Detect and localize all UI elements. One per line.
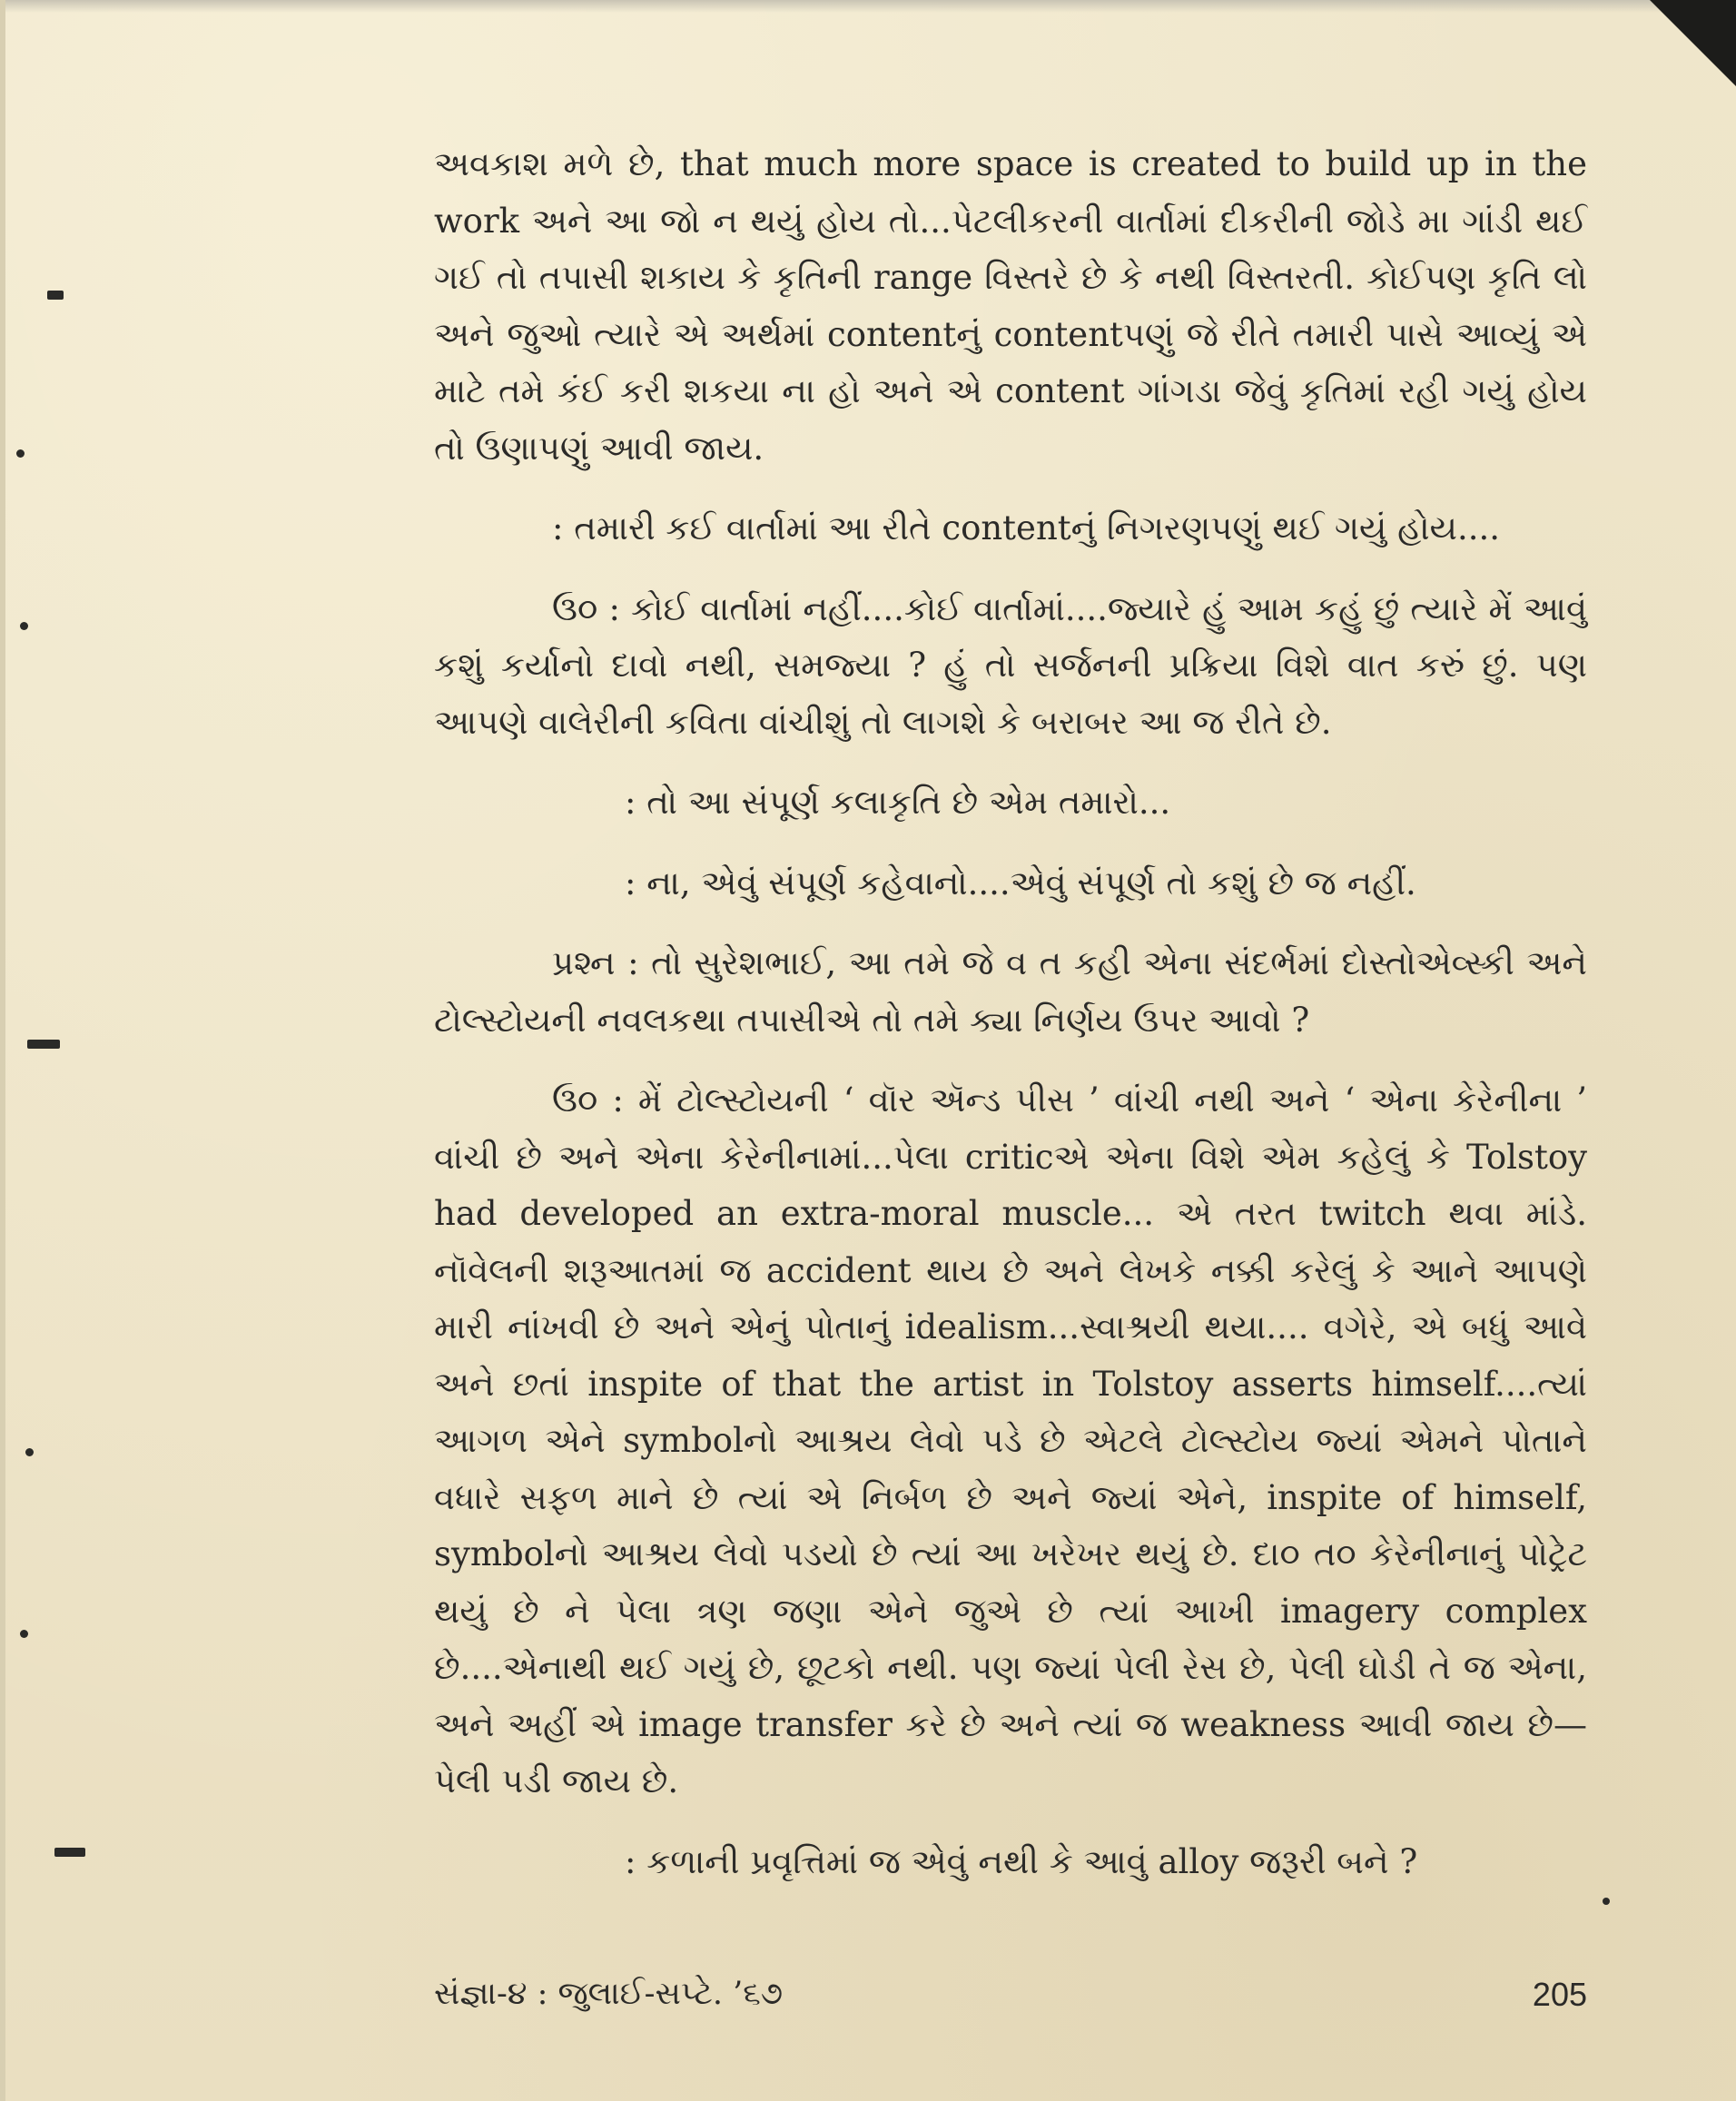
margin-mark	[16, 449, 25, 458]
page-top-edge	[0, 0, 1736, 13]
answer-paragraph: ઉ૦ : કોઈ વાર્તામાં નહીં....કોઈ વાર્તામાં....જ્યારે હું આમ કહું છું ત્યારે મેં આવું કશું કર્યાનો દાવો નથી, સમજ્યા ? હું તો સર્જનની પ્રક્રિયા વિશે વાત કરું છું. પણ આપણે વાલેરીની કવિતા વાંચીશું તો લાગશે કે બરાબર આ જ રીતે છે.	[434, 588, 1587, 742]
folded-corner	[1650, 0, 1736, 86]
page-left-edge	[0, 0, 5, 2101]
question-paragraph: : તમારી કઈ વાર્તામાં આ રીતે contentનું નિગરણપણું થઈ ગયું હોય....	[552, 508, 1501, 547]
body-text	[434, 136, 1587, 1890]
margin-mark	[20, 622, 28, 630]
paragraph: અવકાશ મળે છે, that much more space is created to build up in the work અને આ જો ન થયું હોય તો...પેટલીકરની વાર્તામાં દીકરીની જોડે મા ગાંડી થઈ ગઈ તો તપાસી શકાય કે કૃતિની range વિસ્તરે છે કે નથી વિસ્તરતી. કોઈપણ કૃતિ લો અને જુઓ ત્યારે એ અર્થમાં contentનું contentપણું જે રીતે તમારી પાસે આવ્યું એ માટે તમે કંઈ કરી શકયા ના હો અને એ content ગાંગડા જેવું કૃતિમાં રહી ગયું હોય તો ઉણાપણું આવી જાય.	[434, 144, 1587, 468]
margin-mark	[1603, 1898, 1610, 1905]
question-paragraph: : તો આ સંપૂર્ણ કલાકૃતિ છે એમ તમારો...	[625, 783, 1171, 822]
question-paragraph: પ્રશ્ન : તો સુરેશભાઈ, આ તમે જે વ ત કહી એના સંદર્ભમાં દોસ્તોએવ્સ્કી અને ટોલ્સ્ટોયની નવલકથા તપાસીએ તો તમે ક્યા નિર્ણય ઉપર આવો ?	[434, 943, 1587, 1040]
margin-mark	[20, 1630, 28, 1638]
margin-mark	[47, 291, 64, 300]
answer-paragraph: : ના, એવું સંપૂર્ણ કહેવાનો....એવું સંપૂર્ણ તો કશું છે જ નહીં.	[625, 863, 1416, 903]
page-number: 205	[1532, 1976, 1587, 2013]
answer-paragraph: ઉ૦ : મેં ટોલ્સ્ટોયની ‘ વૉર ઍન્ડ પીસ ’ વાંચી નથી અને ‘ એના કેરેનીના ’ વાંચી છે અને એના કેરેનીનામાં...પેલા criticએ એના વિશે એમ કહેલું કે Tolstoy had developed an extra-moral muscle... એ તરત twitch થવા માંડે. નૉવેલની શરૂઆતમાં જ accident થાય છે અને લેખકે નક્કી કરેલું કે આને આપણે મારી નાંખવી છે અને એનું પોતાનું idealism...સ્વાશ્રયી થયા.... વગેરે, એ બધું આવે અને છતાં inspite of that the artist in Tolstoy asserts himself....ત્યાં આગળ એને symbolનો આશ્રય લેવો પડે છે એટલે ટોલ્સ્ટોય જ્યાં એમને પોતાને વધારે સફળ માને છે ત્યાં એ નિર્બળ છે અને જ્યાં એને, inspite of himself, symbolનો આશ્રય લેવો પડયો છે ત્યાં આ ખરેખર થયું છે. દા૦ ત૦ કેરેનીનાનું પોટ્રેટ થયું છે ને પેલા ત્રણ જણા એને જુએ છે ત્યાં આખી imagery complex છે....એનાથી થઈ ગયું છે, છૂટકો નથી. પણ જ્યાં પેલી રેસ છે, પેલી ઘોડી તે જ એના, અને અહીં એ image transfer કરે છે અને ત્યાં જ weakness આવી જાય છે— પેલી પડી જાય છે.	[434, 1080, 1587, 1800]
question-paragraph: : કળાની પ્રવૃત્તિમાં જ એવું નથી કે આવું alloy જરૂરી બને ?	[625, 1841, 1418, 1881]
journal-issue: સંજ્ઞા-૪ : જુલાઈ-સપ્ટે. ’૬૭	[434, 1976, 784, 2012]
margin-mark	[25, 1448, 34, 1456]
margin-mark	[54, 1848, 85, 1857]
margin-mark	[27, 1040, 60, 1049]
